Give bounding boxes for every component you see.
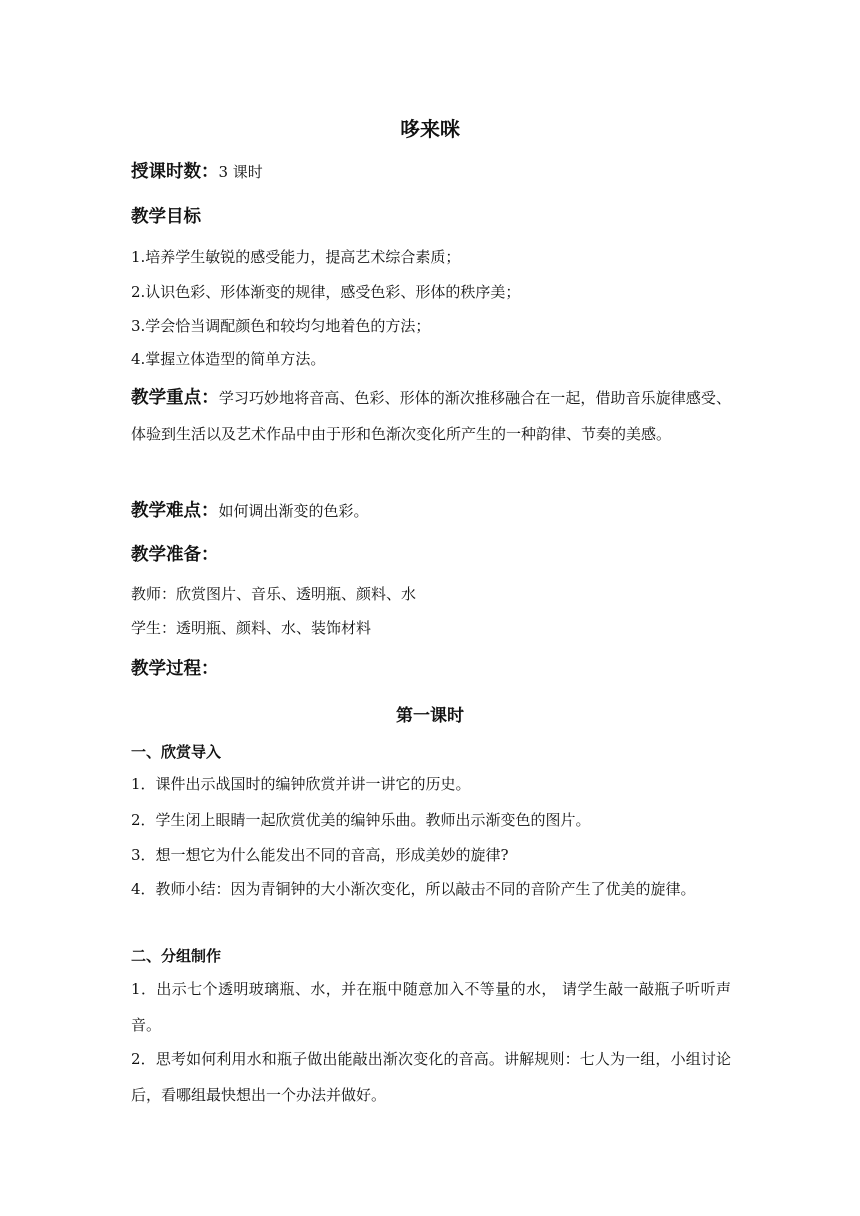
lesson-title: 第一课时: [396, 706, 464, 726]
student-preparation: 学生：透明瓶、颜料、水、装饰材料: [131, 619, 372, 637]
objective-item: 2.认识色彩、形体渐变的规律，感受色彩、形体的秩序美；: [131, 283, 521, 301]
key-point-label: 教学重点：: [131, 388, 219, 408]
section-item: 2．学生闭上眼睛一起欣赏优美的编钟乐曲。教师出示渐变色的图片。: [131, 811, 591, 829]
preparation-heading: 教学准备：: [131, 545, 219, 565]
document-title: 哆来咪: [400, 117, 460, 141]
difficulty-text: 如何调出渐变的色彩。: [218, 502, 369, 520]
class-hours-value: 3 课时: [218, 163, 263, 181]
key-point-paragraph: [131, 381, 731, 452]
section-item: 1．课件出示战国时的编钟欣赏并讲一讲它的历史。: [131, 775, 471, 793]
teacher-preparation: 教师：欣赏图片、音乐、透明瓶、颜料、水: [131, 585, 417, 603]
class-hours-row: [131, 160, 731, 184]
section-heading: 二、分组制作: [131, 947, 222, 965]
section-item: 2．思考如何利用水和瓶子做出能敲出渐次变化的音高。讲解规则：七人为一组，小组讨论后，看哪组最快想出一个办法并做好。: [131, 1050, 731, 1104]
key-point-text: 学习巧妙地将音高、色彩、形体的渐次推移融合在一起，借助音乐旋律感受、体验到生活以及艺术作品中由于形和色渐次变化所产生的一种韵律、节奏的美感。: [131, 389, 731, 443]
objective-item: 1.培养学生敏锐的感受能力，提高艺术综合素质；: [131, 248, 461, 266]
objective-item: 4.掌握立体造型的简单方法。: [131, 350, 326, 368]
objective-item: 3.学会恰当调配颜色和较均匀地着色的方法；: [131, 317, 431, 335]
section-item: 4．教师小结：因为青铜钟的大小渐次变化，所以敲击不同的音阶产生了优美的旋律。: [131, 880, 696, 898]
difficulty-row: [131, 498, 731, 524]
objectives-heading: 教学目标: [131, 207, 201, 227]
section-item: 1．出示七个透明玻璃瓶、水，并在瓶中随意加入不等量的水， 请学生敲一敲瓶子听听声音。: [131, 980, 731, 1034]
class-hours-label: 授课时数：: [131, 162, 219, 182]
difficulty-label: 教学难点：: [131, 501, 219, 521]
section-heading: 一、欣赏导入: [131, 743, 222, 761]
process-heading: 教学过程：: [131, 659, 219, 679]
section-item: 3．想一想它为什么能发出不同的音高，形成美妙的旋律?: [131, 846, 509, 864]
